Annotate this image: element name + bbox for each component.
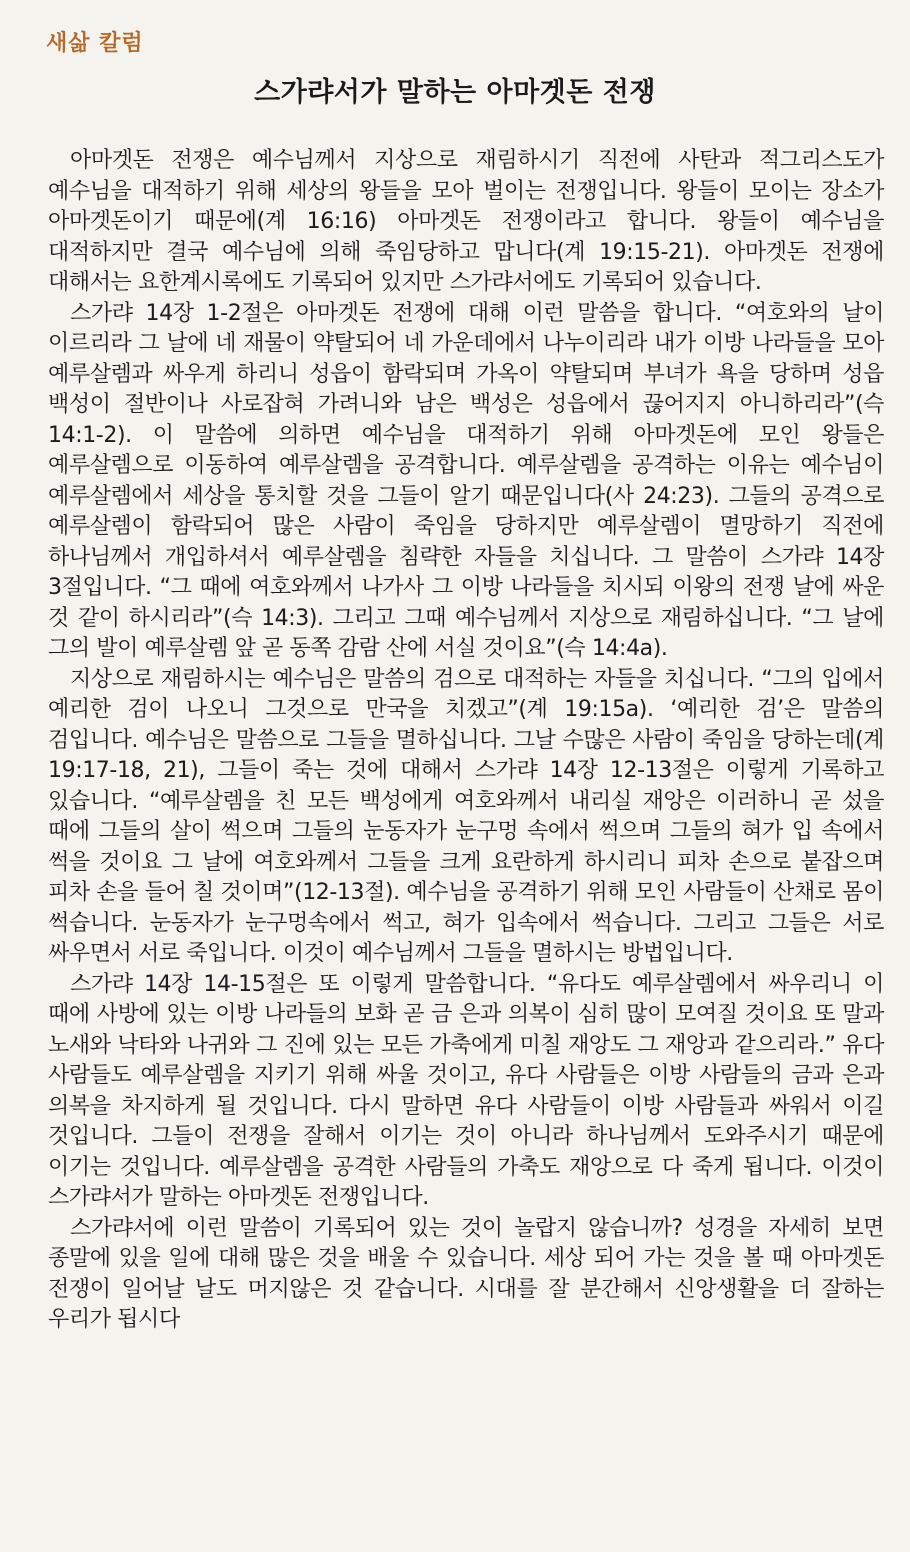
paragraph-5: 스가랴서에 이런 말씀이 기록되어 있는 것이 놀랍지 않습니까? 성경을 자세히 보면 종말에 있을 일에 대해 많은 것을 배울 수 있습니다. 세상 되어 가는 것을 볼 때 아마겟돈 전쟁이 일어날 날도 머지않은 것 같습니다. 시대를 잘 분간해서 신앙생활을 더 잘하는 우리가 됩시다 [48, 1215, 884, 1332]
article-body [48, 146, 884, 1336]
paragraph-2: 스가랴 14장 1-2절은 아마겟돈 전쟁에 대해 이런 말씀을 합니다. “여호와의 날이 이르리라 그 날에 네 재물이 약탈되어 네 가운데에서 나누이리라 내가 이방 나라들을 모아 예루살렘과 싸우게 하리니 성읍이 함락되며 가옥이 약탈되며 부녀가 욕을 당하며 성읍 백성이 절반이나 사로잡혀 가려니와 남은 백성은 성읍에서 끊어지지 아니하리라”(슥 14:1-2). 이 말씀에 의하면 예수님을 대적하기 위해 아마겟돈에 모인 왕들은 예루살렘으로 이동하여 예루살렘을 공격합니다. 예루살렘을 공격하는 이유는 예수님이 예루살렘에서 세상을 통치할 것을 그들이 알기 때문입니다(사 24:23). 그들의 공격으로 예루살렘이 함락되어 많은 사람이 죽임을 당하지만 예루살렘이 멸망하기 직전에 하나님께서 개입하셔서 예루살렘을 침략한 자들을 치십니다. 그 말씀이 스가랴 14장 3절입니다. “그 때에 여호와께서 나가사 그 이방 나라들을 치시되 이왕의 전쟁 날에 싸운 것 같이 하시리라”(슥 14:3). 그리고 그때 예수님께서 지상으로 재림하십니다. “그 날에 그의 발이 예루살렘 앞 곧 동쪽 감람 산에 서실 것이요”(슥 14:4a). [48, 300, 884, 661]
paragraph-1: 아마겟돈 전쟁은 예수님께서 지상으로 재림하시기 직전에 사탄과 적그리스도가 예수님을 대적하기 위해 세상의 왕들을 모아 벌이는 전쟁입니다. 왕들이 모이는 장소가 아마겟돈이기 때문에(계 16:16) 아마겟돈 전쟁이라고 합니다. 왕들이 예수님을 대적하지만 결국 예수님에 의해 죽임당하고 맙니다(계 19:15-21). 아마겟돈 전쟁에 대해서는 요한계시록에도 기록되어 있지만 스가랴서에도 기록되어 있습니다. [48, 148, 884, 295]
paragraph-3: 지상으로 재림하시는 예수님은 말씀의 검으로 대적하는 자들을 치십니다. “그의 입에서 예리한 검이 나오니 그것으로 만국을 치겠고”(계 19:15a). ‘예리한 검’은 말씀의 검입니다. 예수님은 말씀으로 그들을 멸하십니다. 그날 수많은 사람이 죽임을 당하는데(계 19:17-18, 21), 그들이 죽는 것에 대해서 스가랴 14장 12-13절은 이렇게 기록하고 있습니다. “예루살렘을 친 모든 백성에게 여호와께서 내리실 재앙은 이러하니 곧 섰을 때에 그들의 살이 썩으며 그들의 눈동자가 눈구멍 속에서 썩으며 그들의 혀가 입 속에서 썩을 것이요 그 날에 여호와께서 그들을 크게 요란하게 하시리니 피차 손으로 붙잡으며 피차 손을 들어 칠 것이며”(12-13절). 예수님을 공격하기 위해 모인 사람들이 산채로 몸이 썩습니다. 눈동자가 눈구멍속에서 썩고, 혀가 입속에서 썩습니다. 그리고 그들은 서로 싸우면서 서로 죽입니다. 이것이 예수님께서 그들을 멸하시는 방법입니다. [48, 666, 884, 966]
article-title: 스가랴서가 말하는 아마겟돈 전쟁 [254, 77, 656, 108]
paragraph-4: 스가랴 14장 14-15절은 또 이렇게 말씀합니다. “유다도 예루살렘에서 싸우리니 이 때에 사방에 있는 이방 나라들의 보화 곧 금 은과 의복이 심히 많이 모여질 것이요 또 말과 노새와 낙타와 나귀와 그 진에 있는 모든 가축에게 미칠 재앙도 그 재앙과 같으리라.” 유다 사람들도 예루살렘을 지키기 위해 싸울 것이고, 유다 사람들은 이방 사람들의 금과 은과 의복을 차지하게 될 것입니다. 다시 말하면 유다 사람들이 이방 사람들과 싸워서 이길 것입니다. 그들이 전쟁을 잘해서 이기는 것이 아니라 하나님께서 도와주시기 때문에 이기는 것입니다. 예루살렘을 공격한 사람들의 가축도 재앙으로 다 죽게 됩니다. 이것이 스가랴서가 말하는 아마겟돈 전쟁입니다. [48, 971, 884, 1210]
section-label: 새삶 칼럼 [46, 31, 144, 56]
